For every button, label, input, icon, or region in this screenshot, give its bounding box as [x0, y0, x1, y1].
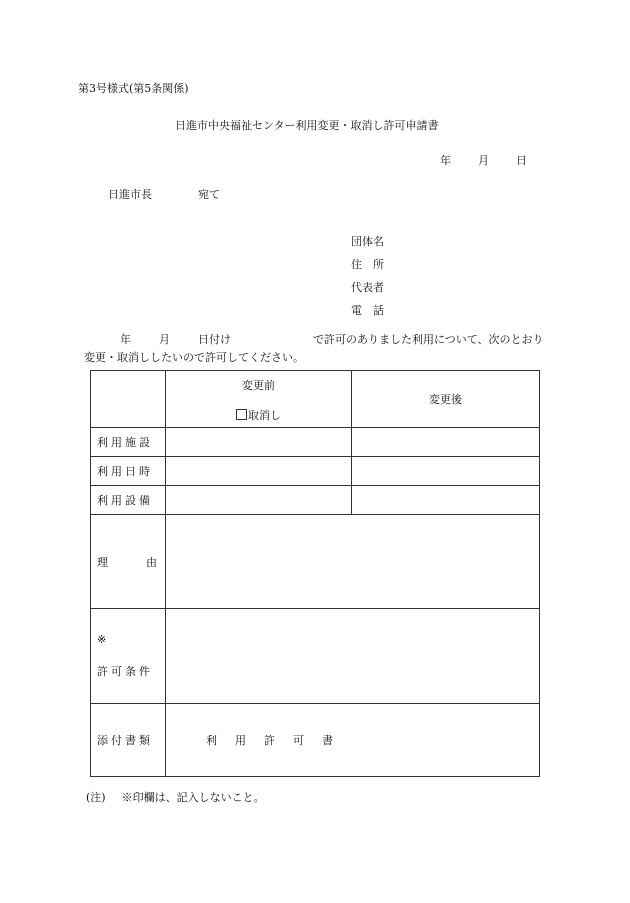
- equipment-after-field[interactable]: [352, 486, 540, 515]
- facility-before-field[interactable]: [166, 428, 352, 457]
- cancel-label: 取消し: [248, 409, 281, 422]
- form-number: 第3号様式(第5条関係): [78, 82, 189, 95]
- paragraph-month: 月: [159, 333, 170, 346]
- applicant-block: [351, 235, 384, 327]
- datetime-after-field[interactable]: [352, 457, 540, 486]
- date-day-label: 日: [516, 154, 527, 167]
- attachments-label: 添付書類: [91, 704, 166, 777]
- paragraph-dated: 日付け: [198, 333, 231, 346]
- header-blank-cell: [91, 371, 166, 428]
- reason-label-b: 由: [146, 555, 157, 569]
- request-paragraph: [84, 331, 554, 367]
- note-text: ※印欄は、記入しないこと。: [121, 791, 265, 804]
- footer-note: [86, 791, 265, 805]
- date-month-label: 月: [478, 154, 489, 167]
- conditions-field: [166, 609, 540, 704]
- license-char: 利: [206, 734, 217, 747]
- table-row: [91, 457, 540, 486]
- date-year-label: 年: [440, 154, 451, 167]
- submission-date: [440, 154, 527, 168]
- license-document-text: [206, 734, 351, 747]
- paragraph-year: 年: [120, 333, 131, 346]
- reason-field[interactable]: [166, 515, 540, 609]
- representative-label: 代表者: [351, 281, 384, 294]
- license-char: 可: [293, 734, 304, 747]
- addressee-suffix: 宛て: [198, 188, 220, 201]
- datetime-label: 利用日時: [91, 457, 166, 486]
- addressee: [108, 188, 220, 202]
- cancel-option[interactable]: [166, 407, 351, 423]
- attachments-field: [166, 704, 540, 777]
- phone-label: 電 話: [351, 304, 384, 317]
- table-row: [91, 704, 540, 777]
- table-row: [91, 428, 540, 457]
- facility-after-field[interactable]: [352, 428, 540, 457]
- before-change-cell[interactable]: [166, 371, 352, 428]
- table-header-row: [91, 371, 540, 428]
- address-label: 住 所: [351, 258, 384, 271]
- addressee-name: 日進市長: [108, 188, 152, 201]
- table-row: [91, 486, 540, 515]
- table-row: [91, 609, 540, 704]
- note-label: (注): [86, 791, 106, 804]
- license-char: 用: [235, 734, 246, 747]
- conditions-label: 許可条件: [97, 665, 153, 678]
- before-change-label: 変更前: [242, 379, 275, 392]
- after-change-cell[interactable]: [352, 371, 540, 428]
- reason-label-a: 理: [97, 555, 108, 569]
- after-change-label: 変更後: [429, 393, 462, 406]
- table-row: [91, 515, 540, 609]
- group-name-label: 団体名: [351, 235, 384, 248]
- paragraph-text: で許可のありました利用について、次のとおり変更・取消ししたいので許可してください。: [84, 333, 544, 364]
- document-title: 日進市中央福祉センター利用変更・取消し許可申請書: [175, 119, 439, 132]
- equipment-before-field[interactable]: [166, 486, 352, 515]
- equipment-label: 利用設備: [91, 486, 166, 515]
- datetime-before-field[interactable]: [166, 457, 352, 486]
- office-use-mark: ※: [97, 633, 107, 646]
- license-char: 書: [322, 734, 333, 747]
- cancel-checkbox-icon[interactable]: [236, 409, 247, 420]
- reason-label: [91, 515, 166, 609]
- application-table: [90, 370, 540, 777]
- license-char: 許: [264, 734, 275, 747]
- conditions-label-cell: [91, 609, 166, 704]
- facility-label: 利用施設: [91, 428, 166, 457]
